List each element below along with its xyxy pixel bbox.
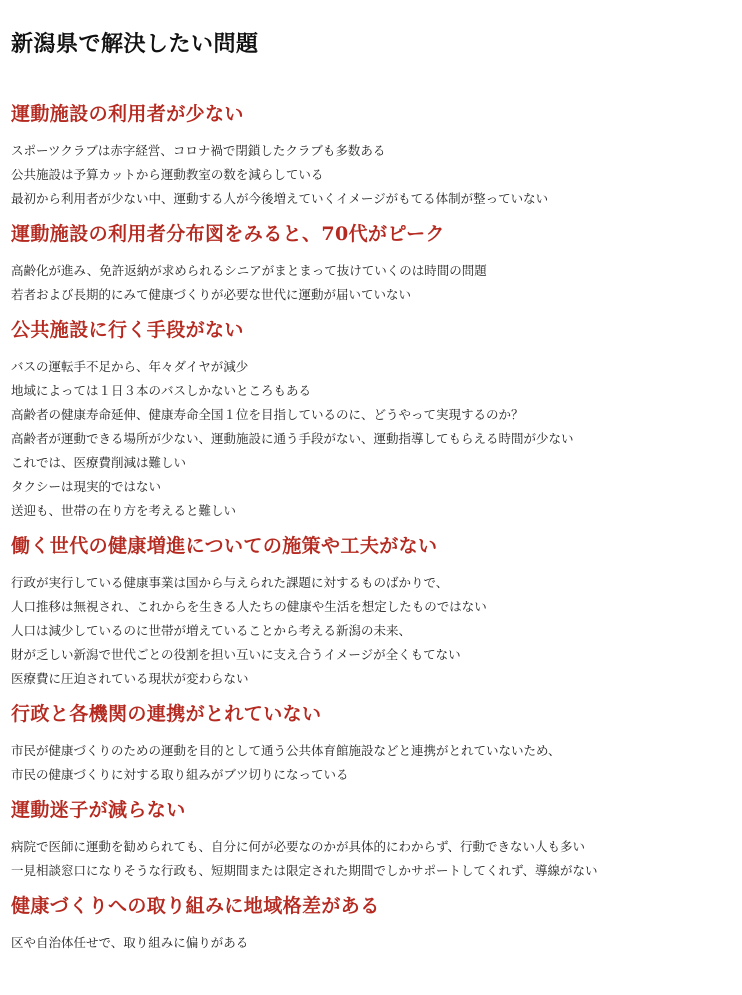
body-line: 高齢者の健康寿命延伸、健康寿命全国１位を目指しているのに、どうやって実現するのか？ [11,407,524,422]
body-line: 行政が実行している健康事業は国から与えられた課題に対するものばかりで、 [11,575,449,590]
section-exercise-lost [11,797,731,883]
body-line: スポーツクラブは赤字経営、コロナ禍で閉鎖したクラブも多数ある [11,143,386,158]
section-body [11,931,731,955]
body-line: 地域によっては１日３本のバスしかないところもある [11,383,312,398]
body-line: 最初から利用者が少ない中、運動する人が今後増えていくイメージがもてる体制が整っていない [11,191,549,206]
section-body [11,835,731,883]
body-line: 市民の健康づくりに対する取り組みがブツ切りになっている [11,767,349,782]
body-line: 区や自治体任せで、取り組みに偏りがある [11,935,249,950]
body-line: 高齢化が進み、免許返納が求められるシニアがまとまって抜けていくのは時間の問題 [11,263,487,278]
body-line: 送迎も、世帯の在り方を考えると難しい [11,503,237,518]
section-no-transport [11,317,731,523]
body-line: 病院で医師に運動を勧められても、自分に何が必要なのかが具体的にわからず、行動できない人も多い [11,839,586,854]
section-body [11,139,731,211]
body-line: 人口は減少しているのに世帯が増えていることから考える新潟の未来、 [11,623,412,638]
page-title: 新潟県で解決したい問題 [11,31,259,57]
section-no-coordination [11,701,731,787]
body-line: タクシーは現実的ではない [11,479,162,494]
section-body [11,739,731,787]
section-low-facility-users [11,101,731,211]
section-heading: 健康づくりへの取り組みに地域格差がある [11,895,380,917]
section-heading: 運動迷子が減らない [11,799,186,821]
body-line: 財が乏しい新潟で世代ごとの役割を担い互いに支え合うイメージが全くもてない [11,647,461,662]
body-line: 医療費に圧迫されている現状が変わらない [11,671,249,686]
section-heading: 運動施設の利用者が少ない [11,103,244,125]
body-line: 高齢者が運動できる場所が少ない、運動施設に通う手段がない、運動指導してもらえる時間が少ない [11,431,574,446]
section-regional-gap [11,893,731,955]
section-user-distribution [11,221,731,307]
body-line: 若者および長期的にみて健康づくりが必要な世代に運動が届いていない [11,287,412,302]
body-line: バスの運転手不足から、年々ダイヤが減少 [11,359,249,374]
section-body [11,355,731,523]
body-line: 人口推移は無視され、これからを生きる人たちの健康や生活を想定したものではない [11,599,487,614]
body-line: これでは、医療費削減は難しい [11,455,187,470]
section-heading: 公共施設に行く手段がない [11,319,244,341]
section-heading: 働く世代の健康増進についての施策や工夫がない [11,535,438,557]
section-heading: 運動施設の利用者分布図をみると、70代がピーク [11,223,445,245]
body-line: 一見相談窓口になりそうな行政も、短期間または限定された期間でしかサポートしてくれず、導線がない [11,863,598,878]
section-working-generation [11,533,731,691]
body-line: 市民が健康づくりのための運動を目的として通う公共体育館施設などと連携がとれていないため、 [11,743,561,758]
section-body [11,571,731,691]
body-line: 公共施設は予算カットから運動教室の数を減らしている [11,167,324,182]
section-heading: 行政と各機関の連携がとれていない [11,703,322,725]
section-body [11,259,731,307]
